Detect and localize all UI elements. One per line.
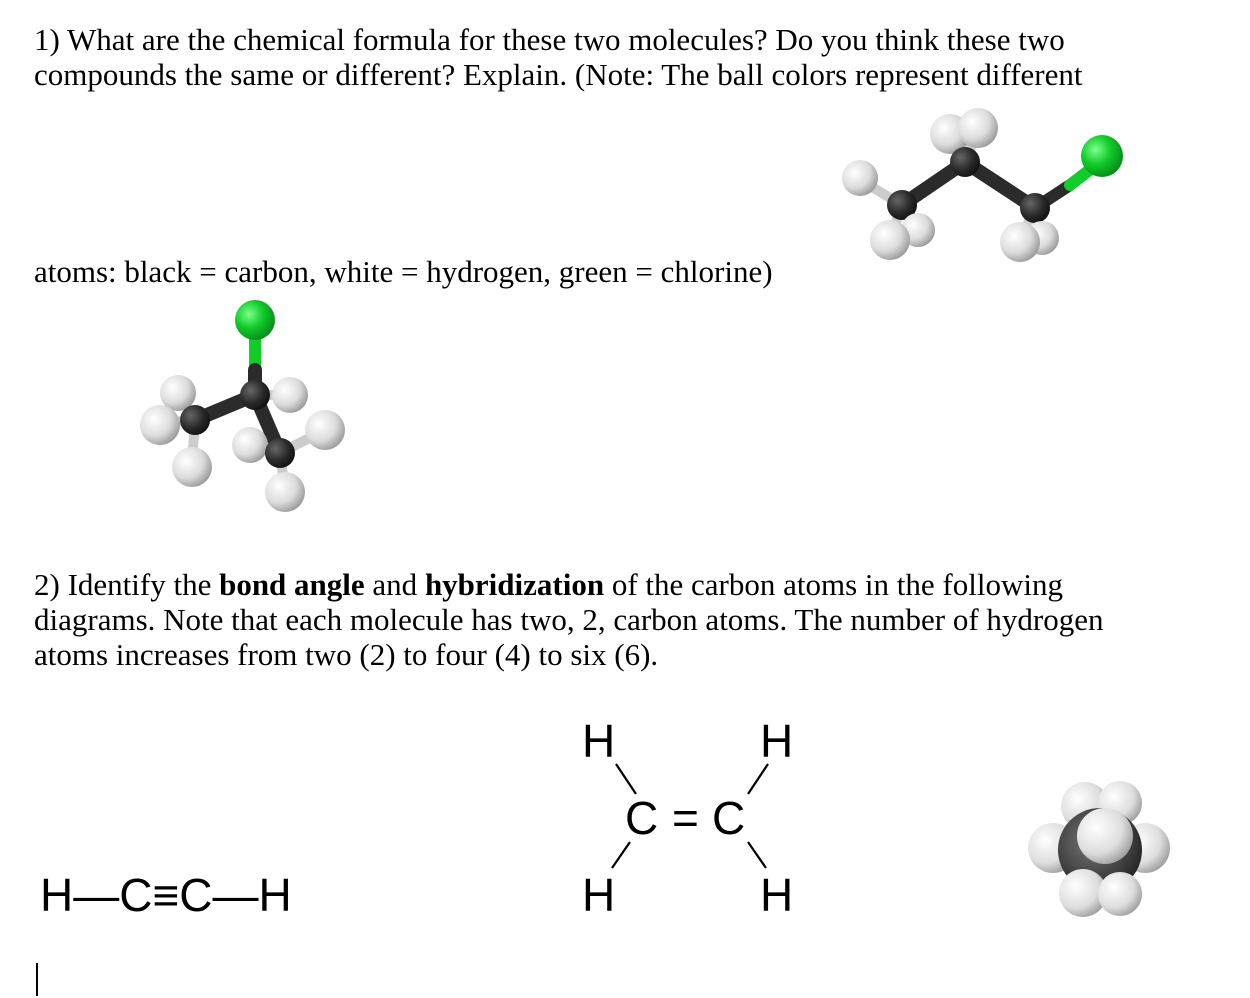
ethylene-carbon-right: C bbox=[712, 792, 746, 844]
question1-line1: 1) What are the chemical formula for these two molecules? Do you think these two bbox=[34, 22, 1065, 57]
question2-line1-end: of the carbon atoms in the following bbox=[604, 567, 1063, 602]
ethylene-h-bottom-right: H bbox=[760, 869, 794, 921]
bond-angle-term: bond angle bbox=[219, 567, 365, 602]
ethylene-h-bottom-left: H bbox=[582, 869, 616, 921]
question2-line3: atoms increases from two (2) to four (4) to six (6). bbox=[34, 637, 659, 672]
question2-line1-and: and bbox=[364, 567, 425, 602]
ethylene-h-top-left: H bbox=[582, 715, 616, 767]
ethylene-h-top-right: H bbox=[760, 715, 794, 767]
question2-line2: diagrams. Note that each molecule has two, 2, carbon atoms. The number of hydrogen bbox=[34, 602, 1104, 637]
ethylene-carbon-left: C bbox=[625, 792, 659, 844]
ethylene-double-bond: = bbox=[672, 792, 699, 844]
hybridization-term: hybridization bbox=[424, 567, 605, 602]
question1-line3: atoms: black = carbon, white = hydrogen, green = chlorine) bbox=[34, 254, 773, 289]
ethane-space-filling-image bbox=[1025, 778, 1175, 923]
text-cursor bbox=[36, 963, 38, 996]
acetylene-formula: H—C≡C—H bbox=[40, 869, 292, 921]
question1-line2: compounds the same or different? Explain. (Note: The ball colors represent different bbox=[34, 57, 1083, 92]
question2-line1-start: 2) Identify the bbox=[34, 567, 220, 602]
